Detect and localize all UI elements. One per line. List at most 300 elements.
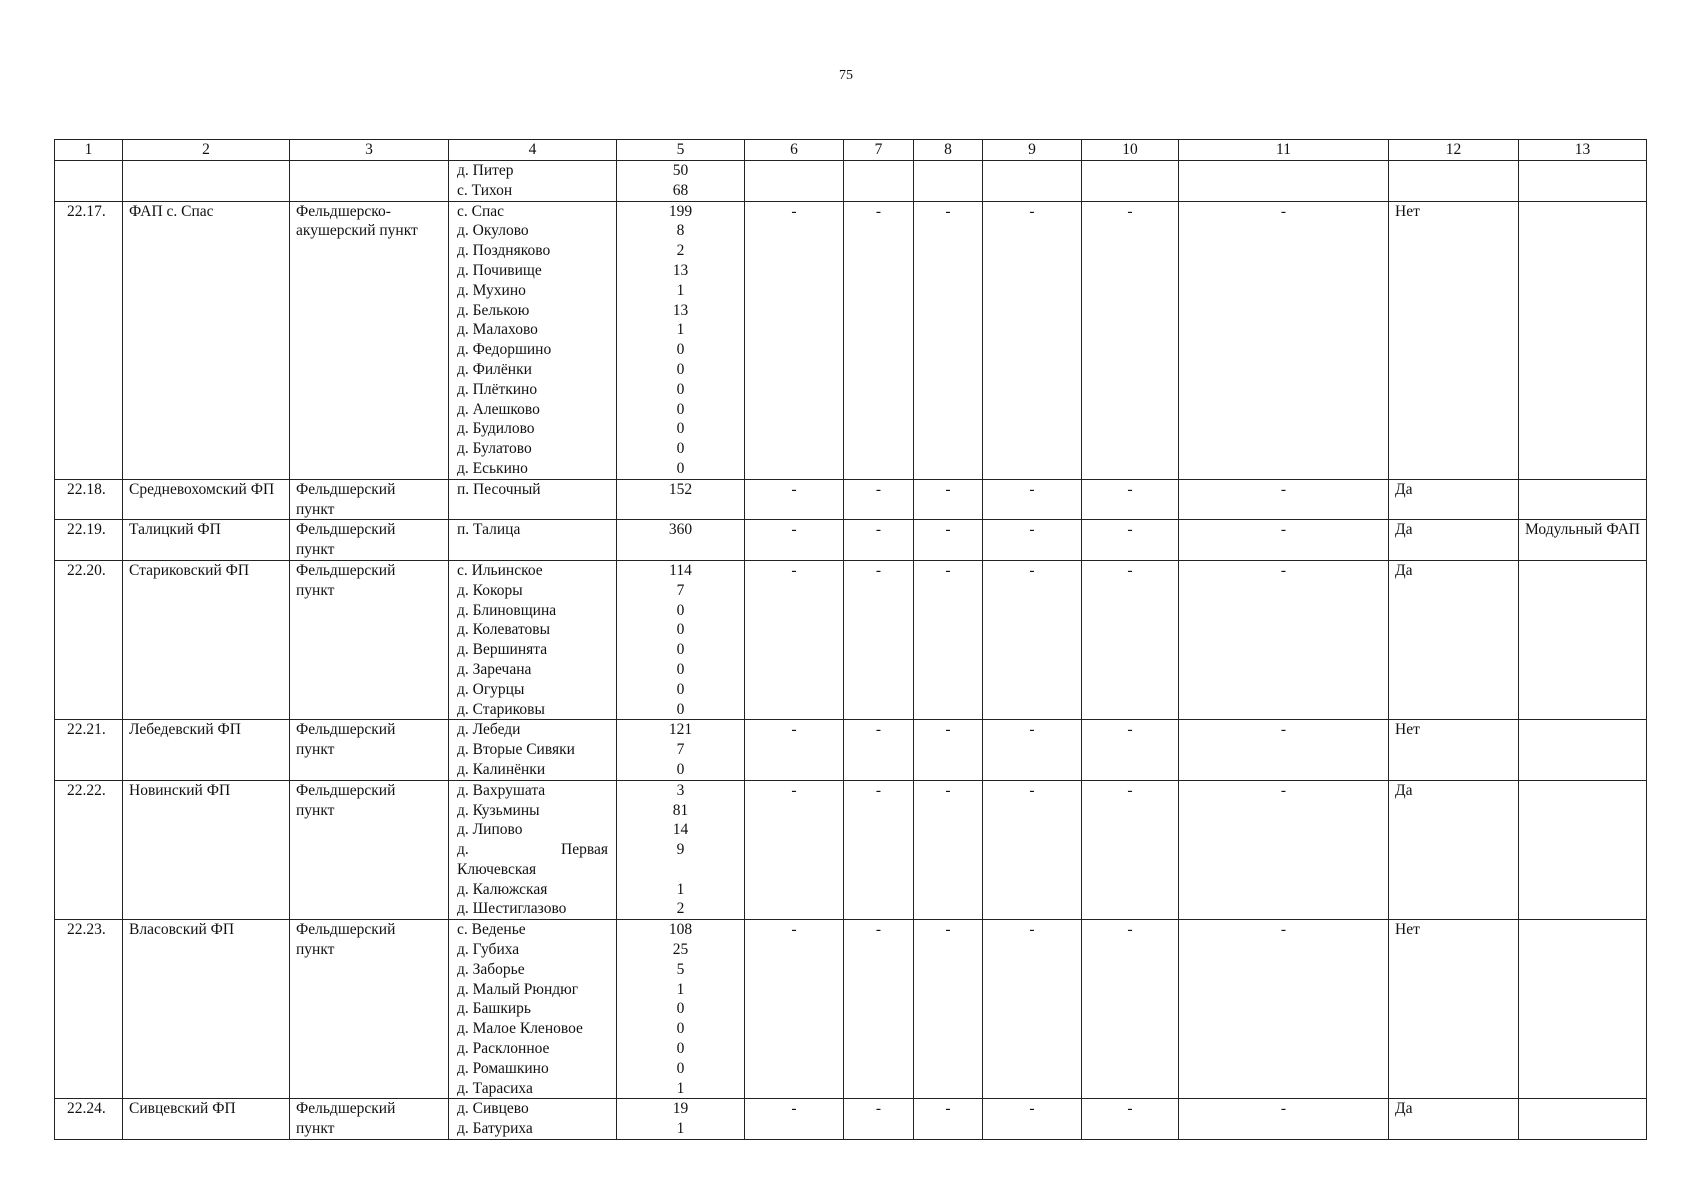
facility-type-line: Фельдшерско- [296,202,391,220]
settlement-name: д. Булатово [457,440,532,458]
facility-name-cell [123,560,290,719]
settlement-name: д. Лебеди [457,721,521,739]
population-value: 0 [676,400,685,418]
value-text: - [945,921,951,939]
facility-type-line: пункт [296,1120,335,1138]
row-number: 22.17. [67,202,106,220]
settlement-name: Ключевская [457,860,537,878]
population-cell [617,720,745,780]
value-text: - [875,561,882,579]
facility-type-line: Фельдшерский [296,781,396,799]
value-text: - [1029,921,1035,939]
population-value: 0 [676,660,685,678]
population-value: 50 [672,162,689,179]
value-cell [983,720,1082,780]
value-text: - [1127,561,1133,579]
settlements-cell [449,479,617,520]
value-text: - [945,521,951,539]
settlement-name: д. Федоршино [457,341,552,359]
facility-name: Стариковский ФП [129,561,250,579]
value-cell [983,520,1082,561]
column-header: 11 [1179,140,1389,161]
value-cell [745,560,844,719]
value-text: - [791,561,797,579]
population-value: 0 [676,360,685,378]
table-row [55,520,1647,561]
note-cell [1519,1099,1647,1140]
settlement-name: д. Сивцево [457,1100,529,1118]
status-cell [1389,560,1519,719]
facility-type-line: пункт [296,741,335,759]
facility-type-line: Фельдшерский [296,521,396,539]
facility-type-line: акушерский пункт [296,222,418,240]
table-row [55,201,1647,479]
settlement-name: д. Поздняково [457,242,551,260]
status-cell [1389,720,1519,780]
row-number-cell [55,520,123,561]
population-value: 0 [676,440,685,458]
value-cell [1082,1099,1179,1140]
population-value: 0 [676,601,685,619]
facility-name-cell [123,780,290,920]
value-text: - [791,781,797,799]
value-cell [983,560,1082,719]
value-cell [1179,780,1389,920]
settlement-name: д. Питер [457,162,514,179]
table-row [55,1099,1647,1140]
value-text: - [1029,521,1035,539]
settlement-name: д. Тарасиха [457,1079,533,1097]
population-value: 121 [668,721,693,739]
value-text: - [1029,561,1035,579]
status-cell [1389,479,1519,520]
value-text: - [1127,781,1133,799]
population-cell [617,201,745,479]
population-value: 1 [676,1120,685,1138]
population-value: 7 [676,741,685,759]
value-text [844,161,913,181]
value-cell [914,479,983,520]
column-header: 2 [123,140,290,161]
value-cell [745,780,844,920]
population-value: 1 [676,281,685,299]
facility-type-cell [290,720,449,780]
population-value: 0 [676,341,685,359]
population-value: 1 [676,880,685,898]
value-text: - [875,921,882,939]
row-number-cell [55,780,123,920]
table-row [55,560,1647,719]
facility-type-line: Фельдшерский [296,721,396,739]
value-cell [1082,920,1179,1099]
note-cell [1519,720,1647,780]
population-value [623,860,738,880]
settlement-name: д. Батуриха [457,1120,533,1138]
value-text: - [1280,921,1287,939]
population-value: 0 [676,1020,685,1038]
table-row [55,161,1647,202]
population-value: 7 [676,581,685,599]
facility-name-cell [123,479,290,520]
status-value: Да [1395,521,1413,539]
settlement-name: д. Вторые Сивяки [457,741,575,759]
value-text: - [791,202,797,220]
value-cell [745,520,844,561]
value-text: - [1127,721,1133,739]
population-cell [617,479,745,520]
population-value: 0 [676,1040,685,1058]
value-cell [745,920,844,1099]
population-cell [617,161,745,202]
value-cell [745,720,844,780]
population-value: 152 [668,480,693,498]
settlement-name: д. Филёнки [457,360,532,378]
facility-type-line: Фельдшерский [296,1100,396,1118]
settlement-name: д. Вершинята [457,641,548,659]
value-cell [844,201,914,479]
value-text: - [791,480,797,498]
column-header: 10 [1082,140,1179,161]
value-cell [1082,201,1179,479]
status-cell [1389,1099,1519,1140]
facility-name-cell [123,161,290,202]
note-cell [1519,201,1647,479]
population-cell [617,780,745,920]
value-text: - [875,202,882,220]
population-value: 0 [676,1059,685,1077]
facility-name-cell [123,920,290,1099]
settlement-name: д. Плёткино [457,380,538,398]
row-number-cell [55,560,123,719]
value-text: - [791,721,797,739]
value-cell [914,720,983,780]
facility-type-line: Фельдшерский [296,561,396,579]
column-header: 3 [290,140,449,161]
value-cell [1179,920,1389,1099]
value-text: - [1127,921,1133,939]
population-value: 0 [676,1000,685,1018]
note-cell [1519,479,1647,520]
settlement-name: д. Кокоры [457,581,523,599]
population-value: 8 [676,222,685,240]
population-cell [617,560,745,719]
population-value: 108 [668,921,693,939]
status-cell [1389,780,1519,920]
table-row [55,920,1647,1099]
population-value: 199 [668,202,693,220]
value-text [914,161,982,181]
facility-type-line: Фельдшерский [296,480,396,498]
population-value: 19 [672,1100,689,1118]
note-cell [1519,161,1647,202]
population-value: 114 [669,561,692,579]
column-header: 1 [55,140,123,161]
column-header: 9 [983,140,1082,161]
settlement-name: д. Башкирь [457,1000,531,1018]
facility-type-cell [290,1099,449,1140]
value-cell [844,920,914,1099]
value-text: - [791,521,797,539]
settlements-cell [449,1099,617,1140]
column-header: 8 [914,140,983,161]
note-cell [1519,780,1647,920]
facility-name-cell [123,720,290,780]
status-value [1389,161,1518,181]
value-text: - [1029,480,1035,498]
settlement-name: д. Блиновщина [457,601,557,619]
value-cell [844,780,914,920]
value-text: - [1280,202,1287,220]
facility-name-cell [123,1099,290,1140]
table-row [55,780,1647,920]
value-text: - [875,721,882,739]
value-cell [745,161,844,202]
value-cell [745,479,844,520]
settlement-name: д. Кузьмины [457,801,540,819]
value-text: - [945,202,951,220]
settlement-name: д. Вахрушата [457,781,546,799]
status-cell [1389,920,1519,1099]
note-cell [1519,560,1647,719]
status-value: Нет [1395,202,1420,220]
value-text: - [1280,480,1287,498]
column-header: 13 [1519,140,1647,161]
population-value: 0 [676,680,685,698]
facility-type-cell [290,520,449,561]
settlement-name: д. Первая [457,841,608,859]
value-cell [844,520,914,561]
value-cell [1179,201,1389,479]
value-cell [1082,560,1179,719]
facility-type-line: Фельдшерский [296,921,396,939]
value-cell [1179,161,1389,202]
population-value: 1 [676,1079,685,1097]
settlements-cell [449,161,617,202]
population-value: 0 [676,380,685,398]
population-value: 0 [676,760,685,778]
facility-type-line: пункт [296,581,335,599]
note-value: Модульный ФАП [1525,521,1640,539]
settlement-name: д. Расклонное [457,1040,550,1058]
row-number-cell [55,479,123,520]
settlement-name: с. Спас [457,202,505,220]
value-cell [1082,780,1179,920]
settlement-name: д. Заречана [457,660,532,678]
value-cell [745,1099,844,1140]
population-value: 2 [676,900,685,918]
facility-type-cell [290,780,449,920]
population-value: 1 [676,980,685,998]
value-cell [1082,479,1179,520]
settlements-cell [449,920,617,1099]
status-value: Да [1395,480,1413,498]
row-number: 22.23. [67,921,106,939]
value-cell [1082,720,1179,780]
settlement-name: д. Почивище [457,261,542,279]
value-cell [1179,720,1389,780]
facility-name: ФАП с. Спас [129,202,214,220]
facilities-table [54,139,1647,1140]
row-number-cell [55,720,123,780]
value-cell [914,201,983,479]
value-text [745,161,843,181]
value-text [1082,161,1178,181]
settlement-name: д. Колеватовы [457,621,551,639]
value-text: - [945,721,951,739]
status-value: Да [1395,781,1413,799]
value-cell [914,161,983,202]
value-cell [844,1099,914,1140]
population-value: 0 [676,621,685,639]
settlement-name: д. Липово [457,821,523,839]
settlement-name: д. Малый Рюндюг [457,980,579,998]
population-value: 14 [672,821,689,839]
settlement-name: д. Алешково [457,400,540,418]
population-value: 0 [676,459,685,477]
facility-name: Лебедевский ФП [129,721,241,739]
settlements-cell [449,520,617,561]
value-cell [983,479,1082,520]
row-number-cell [55,1099,123,1140]
value-text: - [1029,202,1035,220]
row-number: 22.20. [67,561,106,579]
value-text: - [1127,521,1133,539]
value-cell [914,780,983,920]
settlement-name: с. Ильинское [457,561,543,579]
value-cell [983,780,1082,920]
status-value: Да [1395,1100,1413,1118]
population-value: 3 [676,781,685,799]
value-text: - [945,480,951,498]
value-cell [844,479,914,520]
value-text: - [875,480,882,498]
population-value: 1 [676,321,685,339]
status-value: Нет [1395,921,1420,939]
facility-type-cell [290,479,449,520]
value-text: - [1029,781,1035,799]
row-number-cell [55,920,123,1099]
value-cell [1082,161,1179,202]
column-header: 5 [617,140,745,161]
value-text [1179,161,1388,181]
settlement-name: д. Заборье [457,960,525,978]
row-number: 22.19. [67,521,106,539]
facility-type-line: пункт [296,500,335,518]
settlements-cell [449,780,617,920]
population-value: 68 [672,181,689,199]
column-header: 7 [844,140,914,161]
settlement-name: д. Стариковы [457,700,545,718]
value-cell [844,560,914,719]
facility-name-cell [123,520,290,561]
value-text: - [1127,1100,1133,1118]
table-header-row [55,140,1647,161]
value-text: - [875,781,882,799]
settlement-name: д. Калинёнки [457,760,546,778]
value-text: - [791,1100,797,1118]
facility-type-cell [290,161,449,202]
value-text: - [1127,480,1133,498]
column-header: 6 [745,140,844,161]
facility-name: Власовский ФП [129,921,235,939]
settlement-name: д. Ромашкино [457,1059,549,1077]
value-cell [914,1099,983,1140]
value-text: - [945,1100,951,1118]
value-text: - [1127,202,1133,220]
population-cell [617,520,745,561]
population-value: 13 [672,301,689,319]
facility-name: Сивцевский ФП [129,1100,236,1118]
settlement-name: д. Будилово [457,420,535,438]
facility-type-line: пункт [296,801,335,819]
settlements-cell [449,720,617,780]
value-cell [914,920,983,1099]
population-value: 5 [676,960,685,978]
facility-type-cell [290,201,449,479]
value-text: - [875,521,882,539]
value-text: - [1280,1100,1287,1118]
value-text: - [1029,1100,1035,1118]
settlement-name: п. Талица [457,521,521,539]
population-value: 0 [676,700,685,718]
population-value: 0 [676,641,685,659]
value-cell [983,161,1082,202]
facility-type-line: пункт [296,541,335,559]
facility-type-cell [290,920,449,1099]
value-cell [844,161,914,202]
value-cell [1179,1099,1389,1140]
value-cell [1179,520,1389,561]
status-value: Нет [1395,721,1420,739]
page-number: 75 [839,68,853,83]
row-number-cell [55,201,123,479]
value-text: - [875,1100,882,1118]
facility-name: Средневохомский ФП [129,480,275,498]
facility-type-cell [290,560,449,719]
population-value: 0 [676,420,685,438]
settlement-name: д. Калюжская [457,880,548,898]
settlement-name: п. Песочный [457,480,541,498]
note-cell [1519,920,1647,1099]
settlement-name: д. Еськино [457,459,528,477]
settlement-name: д. Губиха [457,941,520,959]
table-body [55,161,1647,1140]
population-value: 9 [676,841,685,859]
value-text: - [945,561,951,579]
value-text: - [1029,721,1035,739]
table-row [55,479,1647,520]
row-number-cell [55,161,123,202]
value-text: - [945,781,951,799]
settlement-name: д. Шестиглазово [457,900,567,918]
value-text: - [1280,721,1287,739]
row-number: 22.18. [67,480,106,498]
table-row [55,720,1647,780]
settlements-cell [449,201,617,479]
row-number: 22.21. [67,721,106,739]
value-cell [914,520,983,561]
value-cell [745,201,844,479]
population-value: 81 [672,801,689,819]
facility-name-cell [123,201,290,479]
status-value: Да [1395,561,1413,579]
value-cell [983,920,1082,1099]
value-cell [1179,560,1389,719]
value-text [983,161,1081,181]
value-cell [983,1099,1082,1140]
value-cell [914,560,983,719]
settlement-name: д. Огурцы [457,680,525,698]
